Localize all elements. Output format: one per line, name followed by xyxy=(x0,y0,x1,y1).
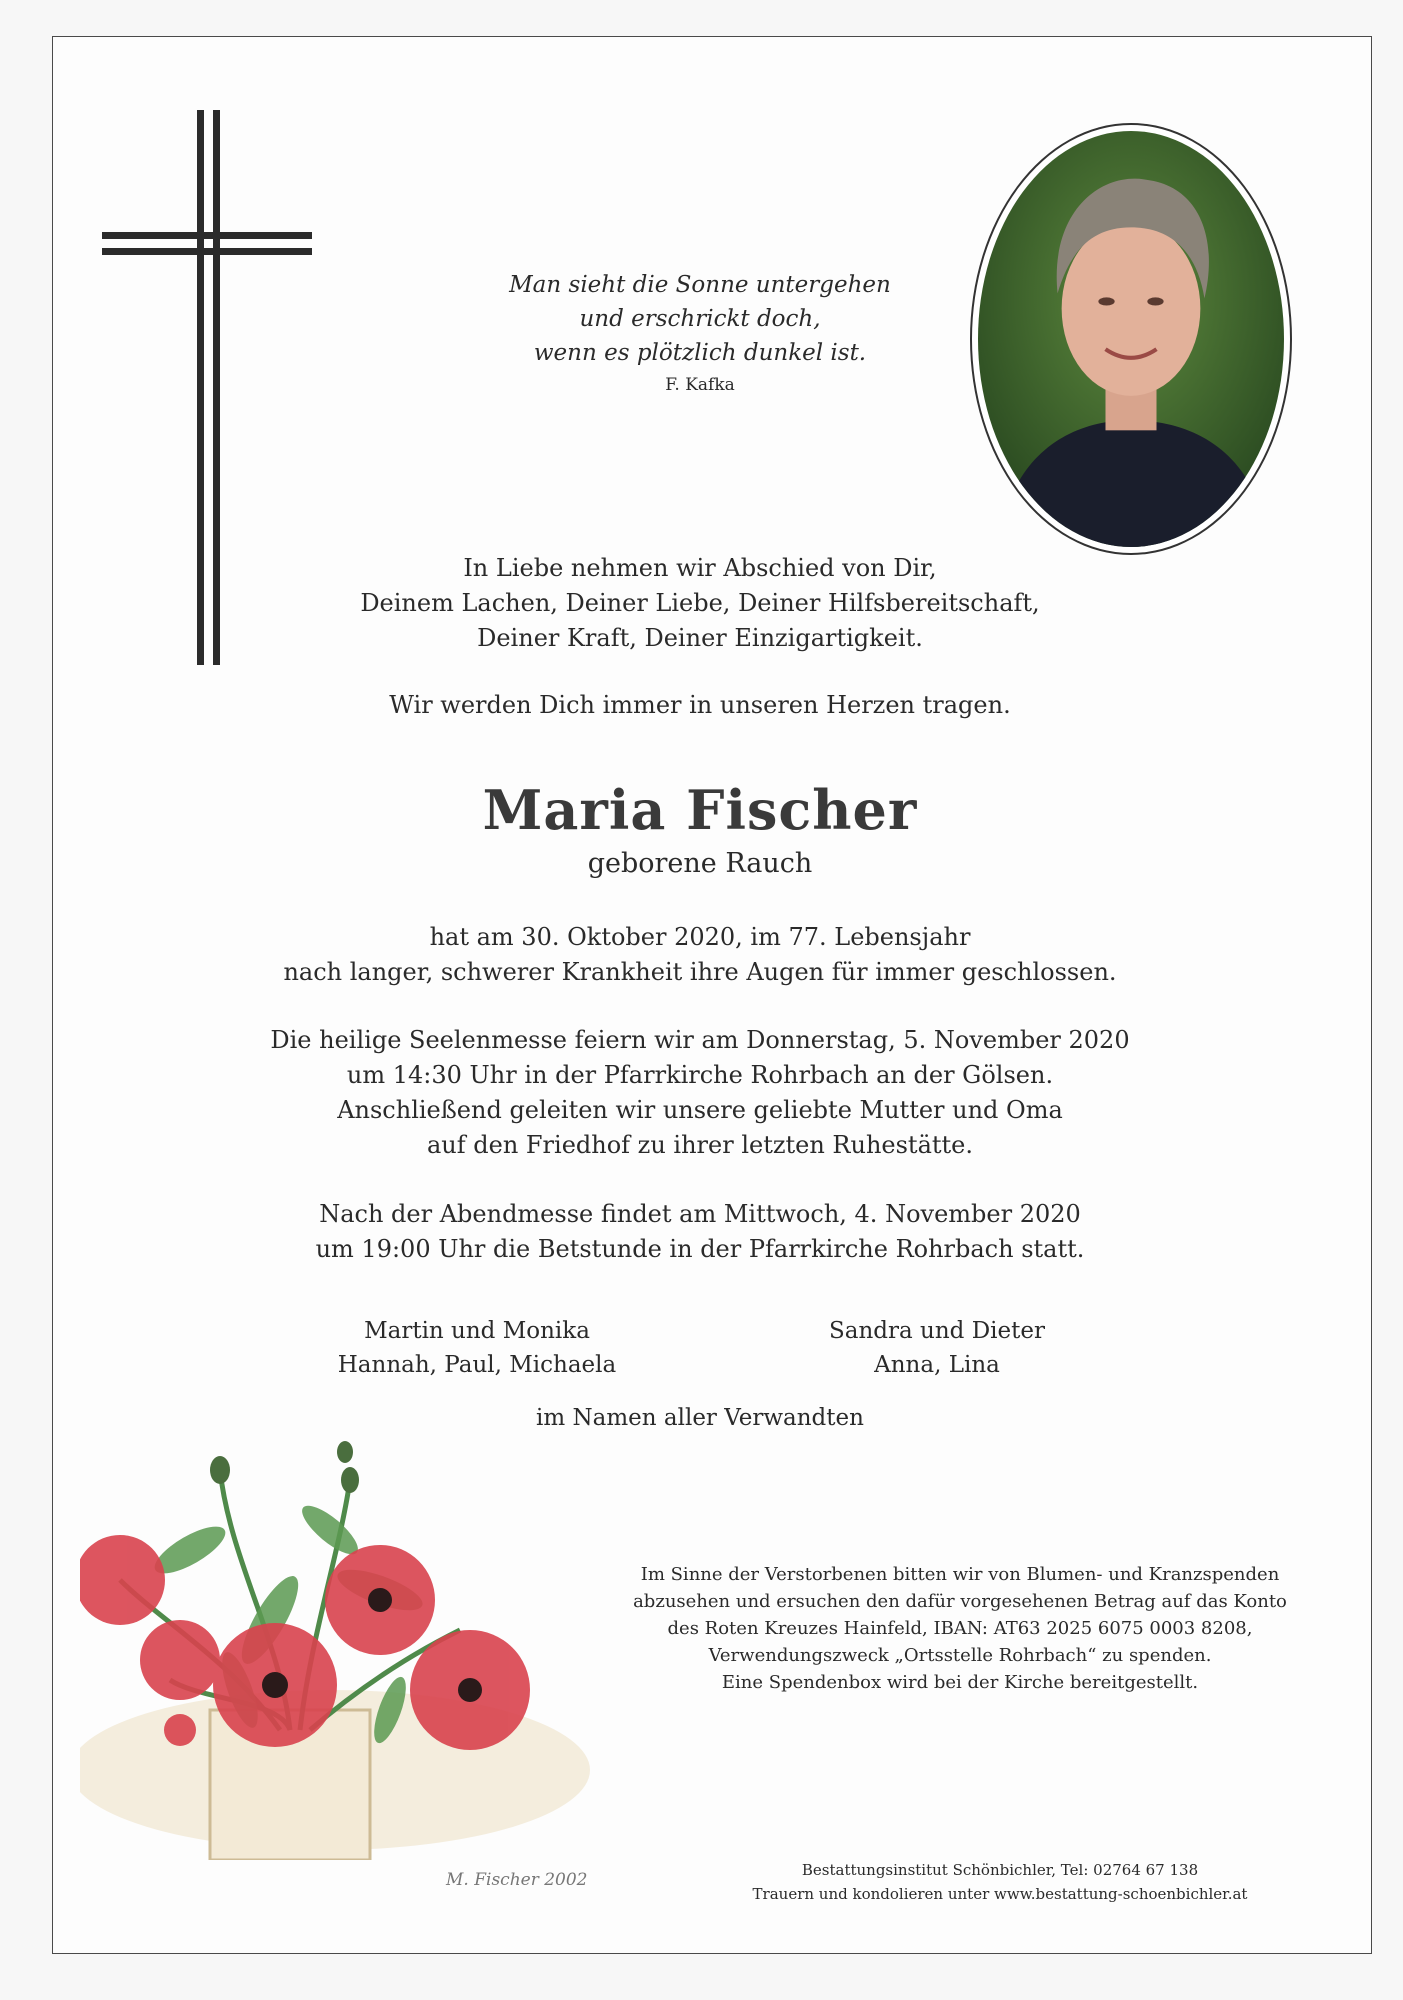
donation-note xyxy=(610,1561,1310,1696)
death-line: hat am 30. Oktober 2020, im 77. Lebensjahr xyxy=(429,923,971,951)
family-line: Sandra und Dieter xyxy=(829,1318,1045,1344)
family-line: Martin und Monika xyxy=(364,1318,590,1344)
mass-line: auf den Friedhof zu ihrer letzten Ruhestätte. xyxy=(426,1131,974,1159)
farewell-line: In Liebe nehmen wir Abschied von Dir, xyxy=(463,554,937,582)
deceased-name: Maria Fischer xyxy=(482,778,918,842)
quote-line: wenn es plötzlich dunkel ist. xyxy=(533,340,867,366)
artist-signature: M. Fischer 2002 xyxy=(446,1870,588,1890)
donation-line: Eine Spendenbox wird bei der Kirche bereitgestellt. xyxy=(721,1672,1199,1693)
footer-line: Trauern und kondolieren unter www.bestattung-schoenbichler.at xyxy=(752,1885,1248,1903)
quote xyxy=(450,268,950,400)
prayer-info xyxy=(200,1197,1200,1267)
family-left xyxy=(267,1314,687,1382)
prayer-line: Nach der Abendmesse findet am Mittwoch, 4. November 2020 xyxy=(319,1200,1081,1228)
quote-line: Man sieht die Sonne untergehen xyxy=(509,272,891,298)
funeral-home-footer xyxy=(700,1858,1300,1906)
farewell-text xyxy=(200,551,1200,656)
donation-line: des Roten Kreuzes Hainfeld, IBAN: AT63 2025 6075 0003 8208, xyxy=(667,1618,1253,1639)
family-right xyxy=(727,1314,1147,1382)
mass-line: Anschließend geleiten wir unsere geliebte Mutter und Oma xyxy=(337,1096,1063,1124)
family-line: Hannah, Paul, Michaela xyxy=(337,1352,617,1378)
birth-name: geborene Rauch xyxy=(587,848,813,879)
quote-author: F. Kafka xyxy=(665,375,735,395)
mass-line: um 14:30 Uhr in der Pfarrkirche Rohrbach an der Gölsen. xyxy=(346,1061,1054,1089)
poppy-bouquet-illustration xyxy=(80,1440,600,1860)
farewell-line: Deinem Lachen, Deiner Liebe, Deiner Hilfsbereitschaft, xyxy=(360,589,1040,617)
farewell-line: Deiner Kraft, Deiner Einzigartigkeit. xyxy=(477,624,923,652)
prayer-line: um 19:00 Uhr die Betstunde in der Pfarrkirche Rohrbach statt. xyxy=(315,1235,1085,1263)
quote-line: und erschrickt doch, xyxy=(579,306,821,332)
death-notice xyxy=(200,920,1200,990)
family-line: Anna, Lina xyxy=(874,1352,1000,1378)
footer-line: Bestattungsinstitut Schönbichler, Tel: 02764 67 138 xyxy=(801,1861,1199,1879)
heart-line: Wir werden Dich immer in unseren Herzen tragen. xyxy=(389,691,1011,719)
death-line: nach langer, schwerer Krankheit ihre Augen für immer geschlossen. xyxy=(283,958,1117,986)
mass-line: Die heilige Seelenmesse feiern wir am Donnerstag, 5. November 2020 xyxy=(270,1026,1130,1054)
donation-line: Verwendungszweck „Ortsstelle Rohrbach“ zu spenden. xyxy=(708,1645,1212,1666)
mass-info xyxy=(200,1023,1200,1163)
donation-line: abzusehen und ersuchen den dafür vorgesehenen Betrag auf das Konto xyxy=(633,1591,1287,1612)
donation-line: Im Sinne der Verstorbenen bitten wir von Blumen- und Kranzspenden xyxy=(640,1564,1280,1585)
portrait-photo xyxy=(970,123,1292,555)
relatives-line: im Namen aller Verwandten xyxy=(536,1405,864,1431)
